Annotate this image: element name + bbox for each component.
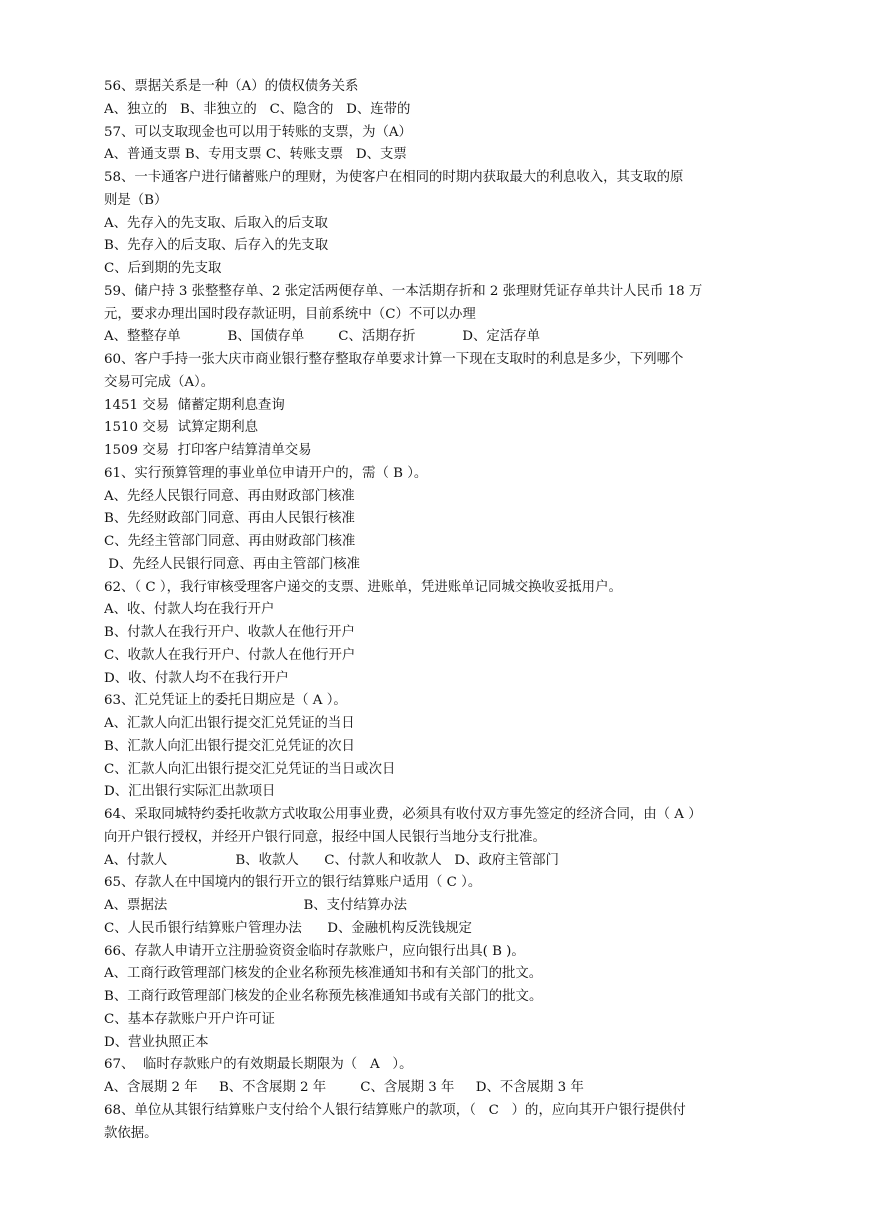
text-line: A、工商行政管理部门核发的企业名称预先核准通知书和有关部门的批文。: [104, 966, 543, 982]
text-line: A、付款人 B、收款人 C、付款人和收款人 D、政府主管部门: [104, 852, 559, 868]
text-line: 57、可以支取现金也可以用于转账的支票，为（A）: [104, 124, 412, 140]
text-line: A、收、付款人均在我行开户: [104, 602, 275, 618]
text-line: A、先经人民银行同意、再由财政部门核准: [104, 488, 355, 504]
text-line: 61、实行预算管理的事业单位申请开户的，需（ B ）。: [104, 465, 428, 481]
text-line: 款依据。: [104, 1125, 158, 1141]
text-line: 62、（ C ），我行审核受理客户递交的支票、进账单，凭进账单记同城交换收妥抵用户。: [104, 579, 622, 595]
text-line: C、先经主管部门同意、再由财政部门核准: [104, 534, 356, 549]
text-line: C、汇款人向汇出银行提交汇兑凭证的当日或次日: [104, 761, 396, 777]
text-line: 63、汇兑凭证上的委托日期应是（ A ）。: [104, 693, 347, 709]
text-line: 66、存款人申请开立注册验资资金临时存款账户，应向银行出具( B )。: [104, 943, 525, 959]
text-line: C、基本存款账户开户许可证: [104, 1011, 275, 1027]
text-line: 65、存款人在中国境内的银行开立的银行结算账户适用（ C ）。: [104, 875, 482, 891]
text-line: B、付款人在我行开户、收款人在他行开户: [104, 625, 355, 640]
text-line: A、含展期 2 年 B、不含展期 2 年 C、含展期 3 年 D、不含展期 3 年: [104, 1080, 584, 1095]
text-line: 68、单位从其银行结算账户支付给个人银行结算账户的款项，（ C ）的，应向其开户银行提供付: [104, 1102, 686, 1118]
text-line: 59、储户持 3 张整整存单、2 张定活两便存单、一本活期存折和 2 张理财凭证存单共计人民币 18 万: [104, 283, 703, 299]
text-line: B、汇款人向汇出银行提交汇兑凭证的次日: [104, 738, 355, 754]
text-line: A、整整存单 B、国债存单 C、活期存折 D、定活存单: [104, 329, 540, 345]
document-page: [104, 76, 772, 1145]
text-line: D、汇出银行实际汇出款项日: [104, 784, 276, 800]
text-line: D、收、付款人均不在我行开户: [104, 670, 289, 686]
text-line: 则是（B）: [104, 192, 168, 208]
text-line: 60、客户手持一张大庆市商业银行整存整取存单要求计算一下现在支取时的利息是多少，下列哪个: [104, 352, 684, 367]
text-line: A、普通支票 B、专用支票 C、转账支票 D、支票: [104, 147, 407, 163]
text-line: C、后到期的先支取: [104, 261, 222, 276]
text-line: 元，要求办理出国时段存款证明，目前系统中（C）不可以办理: [104, 306, 476, 322]
text-line: B、先经财政部门同意、再由人民银行核准: [104, 511, 355, 527]
text-line: A、票据法 B、支付结算办法: [104, 898, 408, 913]
text-line: 交易可完成（A）。: [104, 374, 215, 390]
text-line: C、收款人在我行开户、付款人在他行开户: [104, 647, 356, 663]
text-line: 1451 交易 储蓄定期利息查询: [104, 397, 285, 413]
text-line: A、先存入的先支取、后取入的后支取: [104, 215, 328, 231]
text-line: A、独立的 B、非独立的 C、隐含的 D、连带的: [104, 101, 411, 117]
text-line: 1510 交易 试算定期利息: [104, 420, 258, 436]
text-line: 64、采取同城特约委托收款方式收取公用事业费，必须具有收付双方事先签定的经济合同，由（ A ）: [104, 807, 702, 822]
text-line: 58、一卡通客户进行储蓄账户的理财，为使客户在相同的时期内获取最大的利息收入，其支取的原: [104, 170, 684, 185]
text-line: D、先经人民银行同意、再由主管部门核准: [104, 556, 361, 572]
text-line: B、工商行政管理部门核发的企业名称预先核准通知书或有关部门的批文。: [104, 989, 543, 1004]
text-line: 56、票据关系是一种（A）的债权债务关系: [104, 79, 359, 94]
text-line: C、人民币银行结算账户管理办法 D、金融机构反洗钱规定: [104, 920, 472, 936]
text-line: 1509 交易 打印客户结算清单交易: [104, 443, 312, 458]
text-line: 67、 临时存款账户的有效期最长期限为（ A ）。: [104, 1057, 413, 1073]
text-line: B、先存入的后支取、后存入的先支取: [104, 238, 329, 254]
text-line: A、汇款人向汇出银行提交汇兑凭证的当日: [104, 716, 355, 731]
text-line: 向开户银行授权，并经开户银行同意，报经中国人民银行当地分支行批准。: [104, 829, 546, 845]
text-line: D、营业执照正本: [104, 1034, 209, 1050]
